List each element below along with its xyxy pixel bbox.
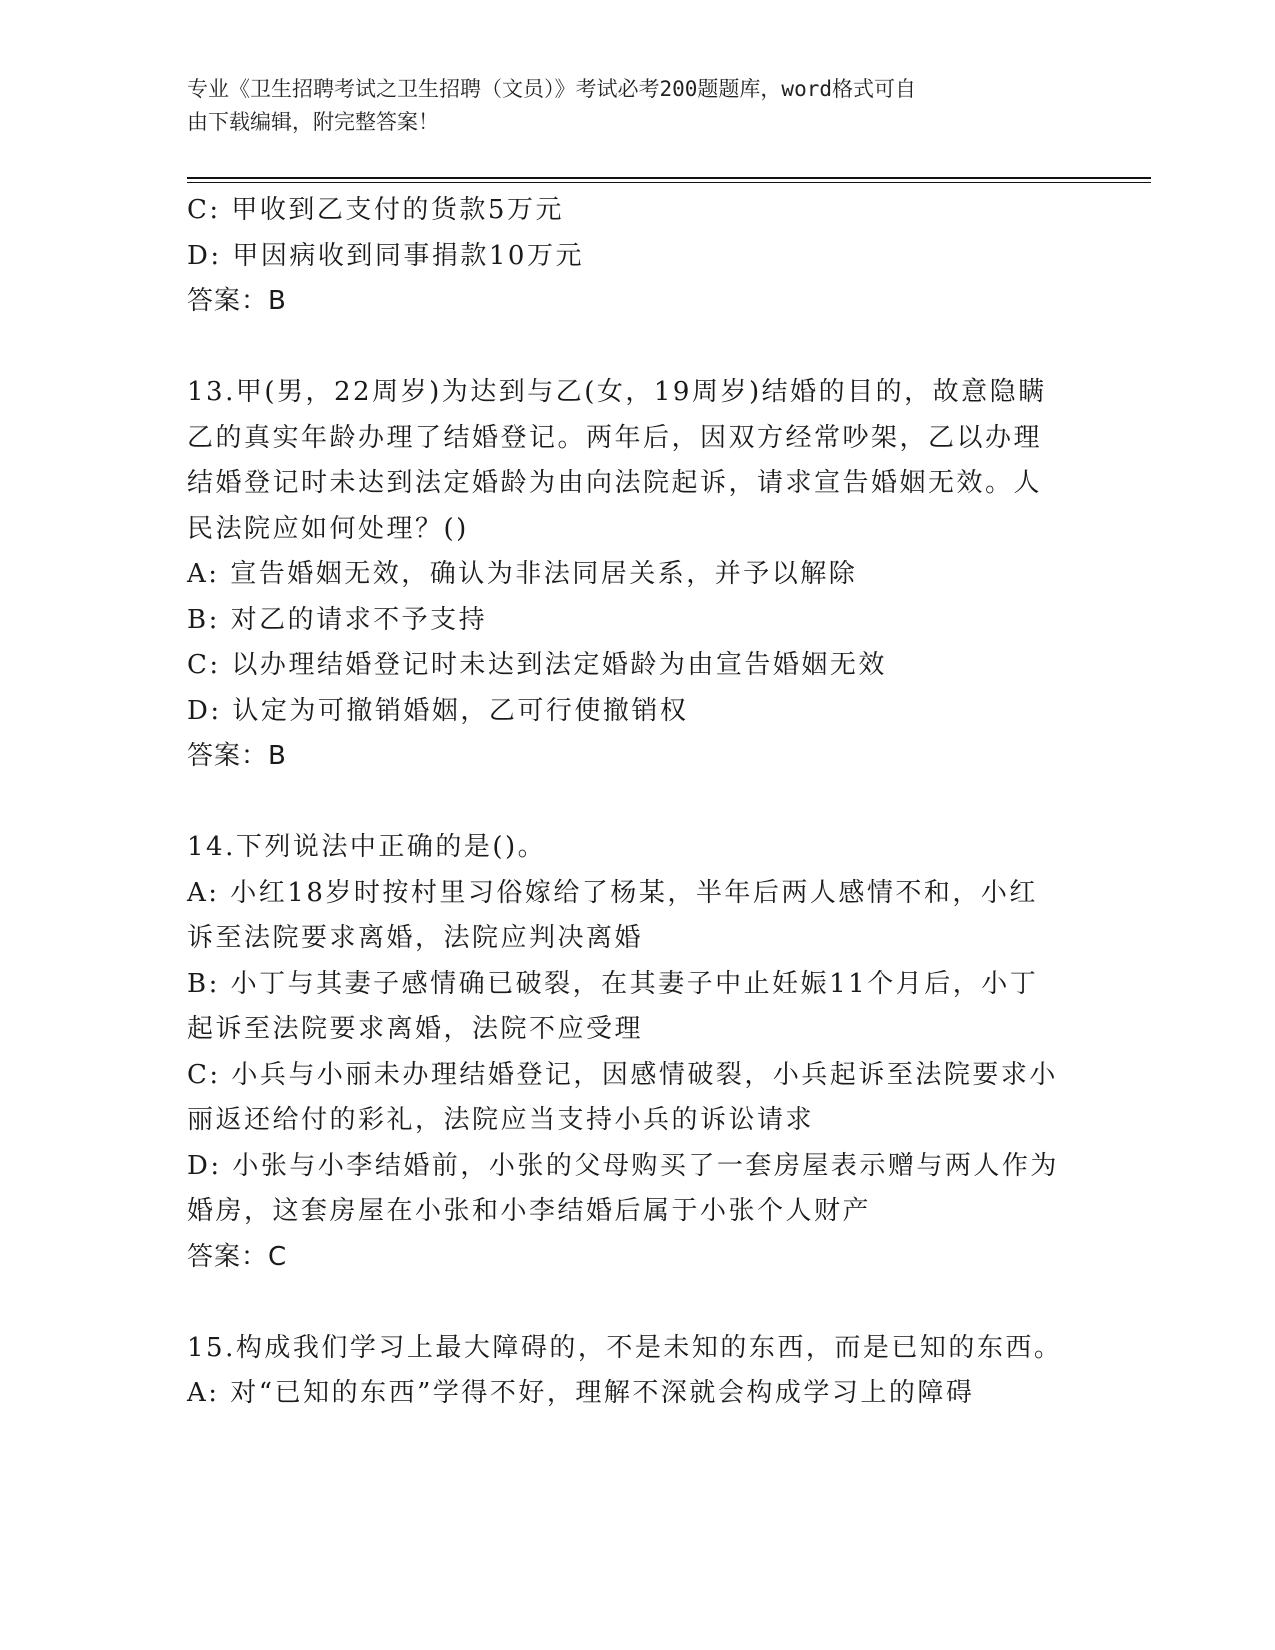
q14-option-a-line-1: A: 小红18岁时按村里习俗嫁给了杨某，半年后两人感情不和，小红 xyxy=(187,877,1038,908)
q13-option-b: B: 对乙的请求不予支持 xyxy=(187,604,488,635)
header-divider-thin xyxy=(187,182,1151,183)
question-content xyxy=(187,188,1087,1417)
spacer xyxy=(187,1280,1087,1326)
q14-option-b-line-2: 起诉至法院要求离婚，法院不应受理 xyxy=(187,1014,644,1044)
header-line-1: 专业《卫生招聘考试之卫生招聘（文员）》考试必考200题题库，word格式可自 xyxy=(187,77,916,101)
spacer xyxy=(187,780,1087,826)
spacer xyxy=(187,325,1087,371)
q13-stem-line-2: 乙的真实年龄办理了结婚登记。两年后，因双方经常吵架，乙以办理 xyxy=(187,422,1043,453)
q15-option-a: A: 对“已知的东西”学得不好，理解不深就会构成学习上的障碍 xyxy=(187,1378,975,1408)
q14-option-a-line-2: 诉至法院要求离婚，法院应判决离婚 xyxy=(187,923,644,953)
header-divider-thick xyxy=(187,177,1151,179)
q14-option-d-line-2: 婚房，这套房屋在小张和小李结婚后属于小张个人财产 xyxy=(187,1196,872,1226)
q14-option-c-line-1: C: 小兵与小丽未办理结婚登记，因感情破裂，小兵起诉至法院要求小 xyxy=(187,1059,1058,1090)
q14-answer: 答案：C xyxy=(187,1241,288,1272)
q13-answer: 答案：B xyxy=(187,741,287,771)
q14-stem: 14.下列说法中正确的是()。 xyxy=(187,832,547,862)
document-header xyxy=(187,73,1067,139)
q13-option-a: A: 宣告婚姻无效，确认为非法同居关系，并予以解除 xyxy=(187,559,858,589)
header-line-2: 由下载编辑，附完整答案！ xyxy=(187,110,439,134)
q13-stem-line-4: 民法院应如何处理？() xyxy=(187,513,469,544)
q12-option-d: D: 甲因病收到同事捐款10万元 xyxy=(187,240,584,271)
q13-stem-line-1: 13.甲(男，22周岁)为达到与乙(女，19周岁)结婚的目的，故意隐瞒 xyxy=(187,377,1047,407)
q14-option-c-line-2: 丽返还给付的彩礼，法院应当支持小兵的诉讼请求 xyxy=(187,1105,815,1135)
q12-option-c: C: 甲收到乙支付的货款5万元 xyxy=(187,195,564,225)
q14-option-b-line-1: B: 小丁与其妻子感情确已破裂，在其妻子中止妊娠11个月后，小丁 xyxy=(187,968,1039,999)
q15-stem: 15.构成我们学习上最大障碍的，不是未知的东西，而是已知的东西。 xyxy=(187,1332,1063,1363)
q13-option-d: D: 认定为可撤销婚姻，乙可行使撤销权 xyxy=(187,695,689,726)
q12-answer: 答案：B xyxy=(187,286,287,316)
q13-stem-line-3: 结婚登记时未达到法定婚龄为由向法院起诉，请求宣告婚姻无效。人 xyxy=(187,468,1043,498)
q14-option-d-line-1: D: 小张与小李结婚前，小张的父母购买了一套房屋表示赠与两人作为 xyxy=(187,1150,1059,1181)
q13-option-c: C: 以办理结婚登记时未达到法定婚龄为由宣告婚姻无效 xyxy=(187,650,887,680)
